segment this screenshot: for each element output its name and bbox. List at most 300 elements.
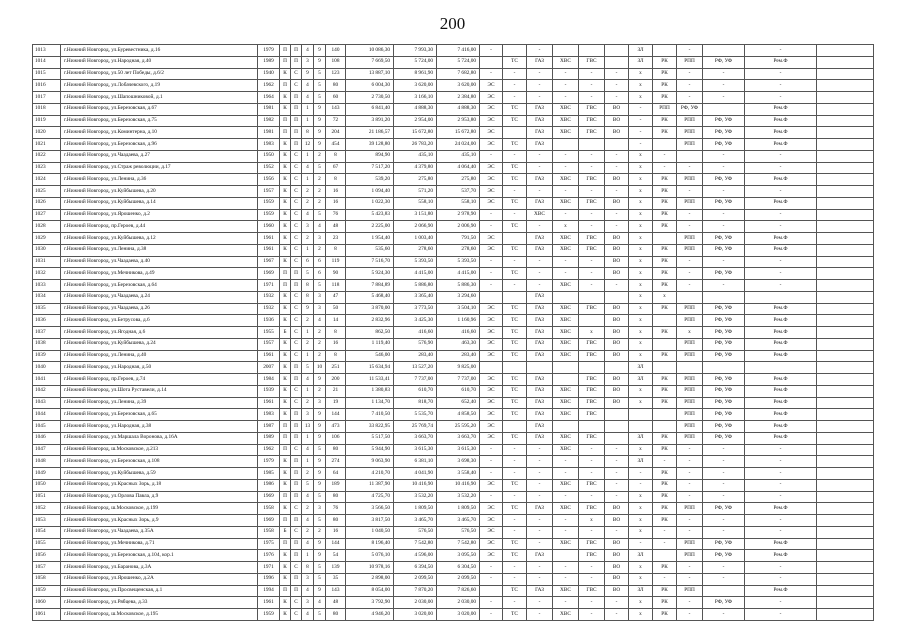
table-cell: - [745, 526, 817, 538]
table-cell [817, 327, 874, 339]
table-cell: - [677, 80, 703, 92]
table-cell: 7 410,50 [346, 409, 394, 421]
table-cell: П [291, 550, 302, 562]
table-cell: 67 [326, 162, 346, 174]
table-cell [817, 291, 874, 303]
address-cell: г.Нижний Новгород, ул.Буревестника, д.16 [61, 45, 258, 57]
table-row [33, 92, 874, 104]
table-cell [503, 127, 527, 139]
row-number-cell: 1028 [33, 221, 61, 233]
table-cell: С [291, 256, 302, 268]
table-cell: К [280, 174, 291, 186]
table-cell: ХВС [553, 397, 579, 409]
table-cell: 5 [314, 491, 326, 503]
table-cell: 8 [326, 350, 346, 362]
table-cell: 1960 [258, 221, 280, 233]
table-cell: ЭС [480, 127, 503, 139]
table-cell: 3 504,10 [437, 303, 480, 315]
table-cell: 4 379,80 [394, 162, 437, 174]
table-cell: ГВС [579, 538, 605, 550]
address-cell: г.Нижний Новгород, ул.Ленина, д.39 [61, 397, 258, 409]
table-cell: - [653, 162, 677, 174]
table-cell: С [291, 303, 302, 315]
table-cell: Рем.Ф [745, 409, 817, 421]
table-cell: К [280, 456, 291, 468]
table-cell: П [280, 280, 291, 292]
table-cell: - [480, 280, 503, 292]
table-cell: РФ, УФ [703, 385, 745, 397]
table-cell: - [745, 515, 817, 527]
table-cell: 90 [326, 268, 346, 280]
table-cell: 1 040,50 [346, 526, 394, 538]
table-cell: - [677, 280, 703, 292]
table-cell: - [745, 268, 817, 280]
table-cell: РФ, УФ [703, 374, 745, 386]
table-cell: - [605, 68, 629, 80]
table-cell: 4 [302, 374, 314, 386]
table-cell: - [480, 221, 503, 233]
table-cell: 204 [326, 127, 346, 139]
table-cell [817, 503, 874, 515]
table-cell: 1989 [258, 56, 280, 68]
table-cell: ГВС [579, 233, 605, 245]
table-cell: - [745, 150, 817, 162]
table-cell [817, 397, 874, 409]
table-cell [605, 139, 629, 151]
table-cell: ЭС [480, 303, 503, 315]
table-cell: П [291, 115, 302, 127]
table-cell: - [629, 139, 653, 151]
table-cell: 8 [326, 150, 346, 162]
address-cell: г.Нижний Новгород, ул.Маршала Воронова, д.16А [61, 432, 258, 444]
table-cell: РК [653, 244, 677, 256]
table-cell: - [605, 280, 629, 292]
table-cell: 2 [314, 244, 326, 256]
table-cell: 5 [314, 562, 326, 574]
table-cell: РК [653, 280, 677, 292]
row-number-cell: 1031 [33, 256, 61, 268]
table-cell: 535,60 [346, 244, 394, 256]
table-cell: ТС [503, 162, 527, 174]
table-cell: ГАЗ [527, 409, 553, 421]
table-cell: 143 [326, 103, 346, 115]
table-cell [817, 233, 874, 245]
row-number-cell: 1019 [33, 115, 61, 127]
table-cell: х [629, 609, 653, 621]
row-number-cell: 1016 [33, 80, 61, 92]
table-cell: - [629, 479, 653, 491]
address-cell: г.Нижний Новгород, ул.Березовская, д.65 [61, 409, 258, 421]
table-cell: П [291, 127, 302, 139]
table-cell: - [605, 162, 629, 174]
table-cell: Рем.Ф [745, 303, 817, 315]
address-cell: г.Нижний Новгород, ул.Народная, д.40 [61, 56, 258, 68]
table-cell: 4 [314, 315, 326, 327]
table-cell: 9 [314, 45, 326, 57]
table-cell [605, 421, 629, 433]
table-cell [553, 421, 579, 433]
table-cell: ЗЛ [629, 374, 653, 386]
address-cell: г.Нижний Новгород, пр.Героев, д.44 [61, 221, 258, 233]
table-cell: К [280, 350, 291, 362]
table-cell: 3 [302, 597, 314, 609]
table-cell: - [503, 280, 527, 292]
row-number-cell: 1038 [33, 338, 61, 350]
table-cell [653, 139, 677, 151]
table-cell: К [280, 609, 291, 621]
address-cell: г.Нижний Новгород, ул.Березовская, д.64 [61, 280, 258, 292]
row-number-cell: 1043 [33, 397, 61, 409]
table-cell: С [291, 327, 302, 339]
table-cell: 189 [326, 479, 346, 491]
table-cell: ГАЗ [527, 327, 553, 339]
row-number-cell: 1035 [33, 303, 61, 315]
table-cell: ВО [605, 103, 629, 115]
table-cell: 3 425,30 [394, 315, 437, 327]
table-cell [579, 291, 605, 303]
table-row [33, 197, 874, 209]
table-cell: - [745, 221, 817, 233]
table-cell: - [677, 491, 703, 503]
table-cell [817, 209, 874, 221]
row-number-cell: 1052 [33, 503, 61, 515]
table-cell: Рем.Ф [745, 127, 817, 139]
table-cell: - [745, 573, 817, 585]
table-cell: 13 527,20 [394, 362, 437, 374]
table-cell: - [605, 150, 629, 162]
table-cell: - [579, 444, 605, 456]
table-row [33, 432, 874, 444]
table-cell: 4 415,00 [394, 268, 437, 280]
table-row [33, 479, 874, 491]
table-cell: ВО [605, 327, 629, 339]
table-cell: - [527, 609, 553, 621]
table-cell [817, 268, 874, 280]
table-cell: ХВС [553, 280, 579, 292]
table-cell: 21 [326, 385, 346, 397]
table-cell: 5 076,10 [346, 550, 394, 562]
table-cell [503, 421, 527, 433]
table-cell: - [703, 209, 745, 221]
table-cell: 7 870,20 [394, 585, 437, 597]
table-cell: ЭС [480, 421, 503, 433]
table-cell: ГАЗ [527, 315, 553, 327]
table-cell: - [605, 491, 629, 503]
table-cell: 3 [314, 303, 326, 315]
table-cell: 2 [302, 233, 314, 245]
table-cell: 5 [314, 162, 326, 174]
address-cell: г.Нижний Новгород, ул.Народная, д.50 [61, 362, 258, 374]
table-cell: 8 [326, 327, 346, 339]
table-cell: РФ, УФ [703, 421, 745, 433]
table-cell: 463,30 [437, 338, 480, 350]
table-row [33, 80, 874, 92]
table-cell: РК [653, 515, 677, 527]
table-cell: 123 [326, 68, 346, 80]
table-cell: С [291, 233, 302, 245]
table-cell: х [629, 503, 653, 515]
table-cell: ЭС [480, 103, 503, 115]
table-cell: ТС [503, 115, 527, 127]
table-cell: РФ, УФ [703, 197, 745, 209]
table-cell: х [629, 573, 653, 585]
table-cell: 5 [314, 80, 326, 92]
table-cell: 3 532,20 [394, 491, 437, 503]
table-cell: ВО [605, 315, 629, 327]
table-cell: - [503, 456, 527, 468]
table-cell: 5 535,70 [394, 409, 437, 421]
table-cell [817, 80, 874, 92]
table-cell: - [579, 150, 605, 162]
table-cell [817, 315, 874, 327]
table-cell: 7 682,80 [437, 68, 480, 80]
table-row [33, 233, 874, 245]
table-cell: 2 384,80 [437, 92, 480, 104]
table-cell: 10 978,16 [346, 562, 394, 574]
table-cell: 72 [326, 115, 346, 127]
table-cell [629, 421, 653, 433]
table-cell: ГВС [579, 56, 605, 68]
table-cell: ТС [503, 550, 527, 562]
table-row [33, 444, 874, 456]
table-cell [817, 491, 874, 503]
table-cell: - [579, 280, 605, 292]
table-cell [480, 585, 503, 597]
table-cell: - [677, 609, 703, 621]
table-cell: РФ, УФ [703, 315, 745, 327]
table-cell: РК [653, 503, 677, 515]
table-cell: х [629, 526, 653, 538]
address-cell: г.Нижний Новгород, ул.Чаадаева, д.24 [61, 291, 258, 303]
table-cell: РФ, УФ [703, 233, 745, 245]
table-cell: - [553, 456, 579, 468]
table-cell: - [745, 479, 817, 491]
table-cell: 1979 [258, 456, 280, 468]
table-cell: Рем.Ф [745, 385, 817, 397]
address-cell: г.Нижний Новгород, ш.Московское, д.199 [61, 503, 258, 515]
table-cell: 2 [314, 350, 326, 362]
table-cell: 2 [314, 526, 326, 538]
table-cell: 9 [314, 550, 326, 562]
row-number-cell: 1057 [33, 562, 61, 574]
table-cell: 9 [314, 103, 326, 115]
table-cell: х [629, 491, 653, 503]
row-number-cell: 1032 [33, 268, 61, 280]
table-cell: - [503, 526, 527, 538]
table-cell: П [291, 491, 302, 503]
table-cell [553, 550, 579, 562]
table-cell: - [579, 80, 605, 92]
table-cell: 1 [302, 174, 314, 186]
table-cell [817, 244, 874, 256]
table-cell: - [527, 150, 553, 162]
address-cell: г.Нижний Новгород, ул.Березовская, д.96 [61, 139, 258, 151]
table-cell: 80 [326, 80, 346, 92]
table-cell [605, 56, 629, 68]
table-cell: - [605, 186, 629, 198]
table-cell: ЭС [480, 374, 503, 386]
table-cell: ХВС [553, 350, 579, 362]
table-cell: - [527, 597, 553, 609]
table-cell: П [291, 280, 302, 292]
table-cell: К [280, 303, 291, 315]
table-cell: - [527, 186, 553, 198]
table-row [33, 550, 874, 562]
table-cell: 1962 [258, 444, 280, 456]
table-cell: ГАЗ [527, 56, 553, 68]
row-number-cell: 1040 [33, 362, 61, 374]
table-row [33, 562, 874, 574]
table-cell: - [527, 80, 553, 92]
table-cell: - [553, 515, 579, 527]
table-cell: х [629, 562, 653, 574]
table-cell: 1961 [258, 397, 280, 409]
table-cell: - [653, 573, 677, 585]
table-cell: х [629, 397, 653, 409]
table-cell: - [653, 526, 677, 538]
table-cell: П [291, 585, 302, 597]
table-row [33, 174, 874, 186]
table-cell: 7 542,80 [437, 538, 480, 550]
table-cell: 1956 [258, 174, 280, 186]
table-cell: К [280, 315, 291, 327]
table-cell: 16 [326, 197, 346, 209]
table-cell: П [291, 362, 302, 374]
table-cell: - [703, 562, 745, 574]
table-cell: ЭС [480, 526, 503, 538]
table-cell: 5 468,40 [346, 291, 394, 303]
table-cell: 6 381,10 [394, 456, 437, 468]
table-cell: х [629, 209, 653, 221]
table-cell: ХВС [527, 209, 553, 221]
table-cell: ЭС [480, 115, 503, 127]
table-cell: 1967 [258, 256, 280, 268]
table-cell: 1 [302, 327, 314, 339]
table-row [33, 103, 874, 115]
table-cell: ЭС [480, 350, 503, 362]
table-cell: ЭС [480, 139, 503, 151]
table-cell: 12 [302, 139, 314, 151]
row-number-cell: 1036 [33, 315, 61, 327]
table-cell: 278,60 [394, 244, 437, 256]
table-cell: 9 [314, 409, 326, 421]
table-cell: РК [653, 197, 677, 209]
table-cell: 7 669,50 [346, 56, 394, 68]
table-cell: С [291, 609, 302, 621]
table-cell: 454 [326, 139, 346, 151]
row-number-cell: 1015 [33, 68, 61, 80]
table-cell: С [291, 315, 302, 327]
table-cell: 283,40 [437, 350, 480, 362]
table-cell: - [605, 209, 629, 221]
table-cell: - [677, 515, 703, 527]
table-row [33, 538, 874, 550]
row-number-cell: 1058 [33, 573, 61, 585]
address-cell: г.Нижний Новгород, ул.Просвещенская, д.1 [61, 585, 258, 597]
table-cell [817, 444, 874, 456]
table-cell: РФ, УФ [703, 268, 745, 280]
table-cell: РПП [677, 127, 703, 139]
table-cell: - [553, 92, 579, 104]
table-cell: - [579, 221, 605, 233]
table-cell: ХВС [553, 233, 579, 245]
table-cell: 1939 [258, 385, 280, 397]
table-cell: 1957 [258, 186, 280, 198]
table-cell: - [677, 456, 703, 468]
table-cell: - [653, 150, 677, 162]
table-cell: РПП [677, 197, 703, 209]
table-cell: - [579, 256, 605, 268]
table-cell: ГАЗ [527, 350, 553, 362]
table-cell: П [291, 409, 302, 421]
table-row [33, 397, 874, 409]
table-cell: - [579, 92, 605, 104]
table-cell: - [480, 68, 503, 80]
table-cell: П [291, 45, 302, 57]
row-number-cell: 1020 [33, 127, 61, 139]
table-cell: 558,10 [437, 197, 480, 209]
table-cell: 3 620,00 [394, 80, 437, 92]
table-cell: 8 961,90 [394, 68, 437, 80]
table-cell: РПП [677, 350, 703, 362]
table-cell: П [280, 127, 291, 139]
table-cell: ТС [503, 327, 527, 339]
table-cell [817, 197, 874, 209]
table-cell: ГАЗ [527, 338, 553, 350]
table-cell: - [579, 526, 605, 538]
table-cell: РПП [677, 538, 703, 550]
table-cell: х [629, 174, 653, 186]
table-cell: 11 387,90 [346, 479, 394, 491]
table-row [33, 303, 874, 315]
table-row [33, 56, 874, 68]
table-cell: - [703, 68, 745, 80]
table-cell: 1957 [258, 338, 280, 350]
table-cell [817, 409, 874, 421]
table-cell: РФ, УФ [703, 350, 745, 362]
table-cell: ТС [503, 503, 527, 515]
table-cell: - [480, 597, 503, 609]
table-cell: 1976 [258, 550, 280, 562]
table-cell: 9 [314, 468, 326, 480]
table-cell: ВО [605, 374, 629, 386]
table-cell: - [605, 92, 629, 104]
table-cell [653, 45, 677, 57]
row-number-cell: 1059 [33, 585, 61, 597]
table-row [33, 338, 874, 350]
table-cell: 16 [326, 186, 346, 198]
table-cell: 862,50 [346, 327, 394, 339]
table-cell: 5 [314, 515, 326, 527]
table-cell: 2 [302, 186, 314, 198]
table-cell: 7 884,89 [346, 280, 394, 292]
table-cell [817, 538, 874, 550]
table-cell: ТС [503, 174, 527, 186]
table-cell: 1996 [258, 573, 280, 585]
table-cell: ВО [605, 562, 629, 574]
table-cell: 1 809,50 [437, 503, 480, 515]
table-cell: П [291, 515, 302, 527]
table-cell [817, 526, 874, 538]
table-row [33, 244, 874, 256]
table-cell: - [677, 479, 703, 491]
table-cell: 1 003,40 [394, 233, 437, 245]
table-cell: х [629, 303, 653, 315]
table-cell: - [527, 456, 553, 468]
table-cell: 3 465,70 [394, 515, 437, 527]
table-cell: РФ, УФ [703, 115, 745, 127]
table-row [33, 256, 874, 268]
